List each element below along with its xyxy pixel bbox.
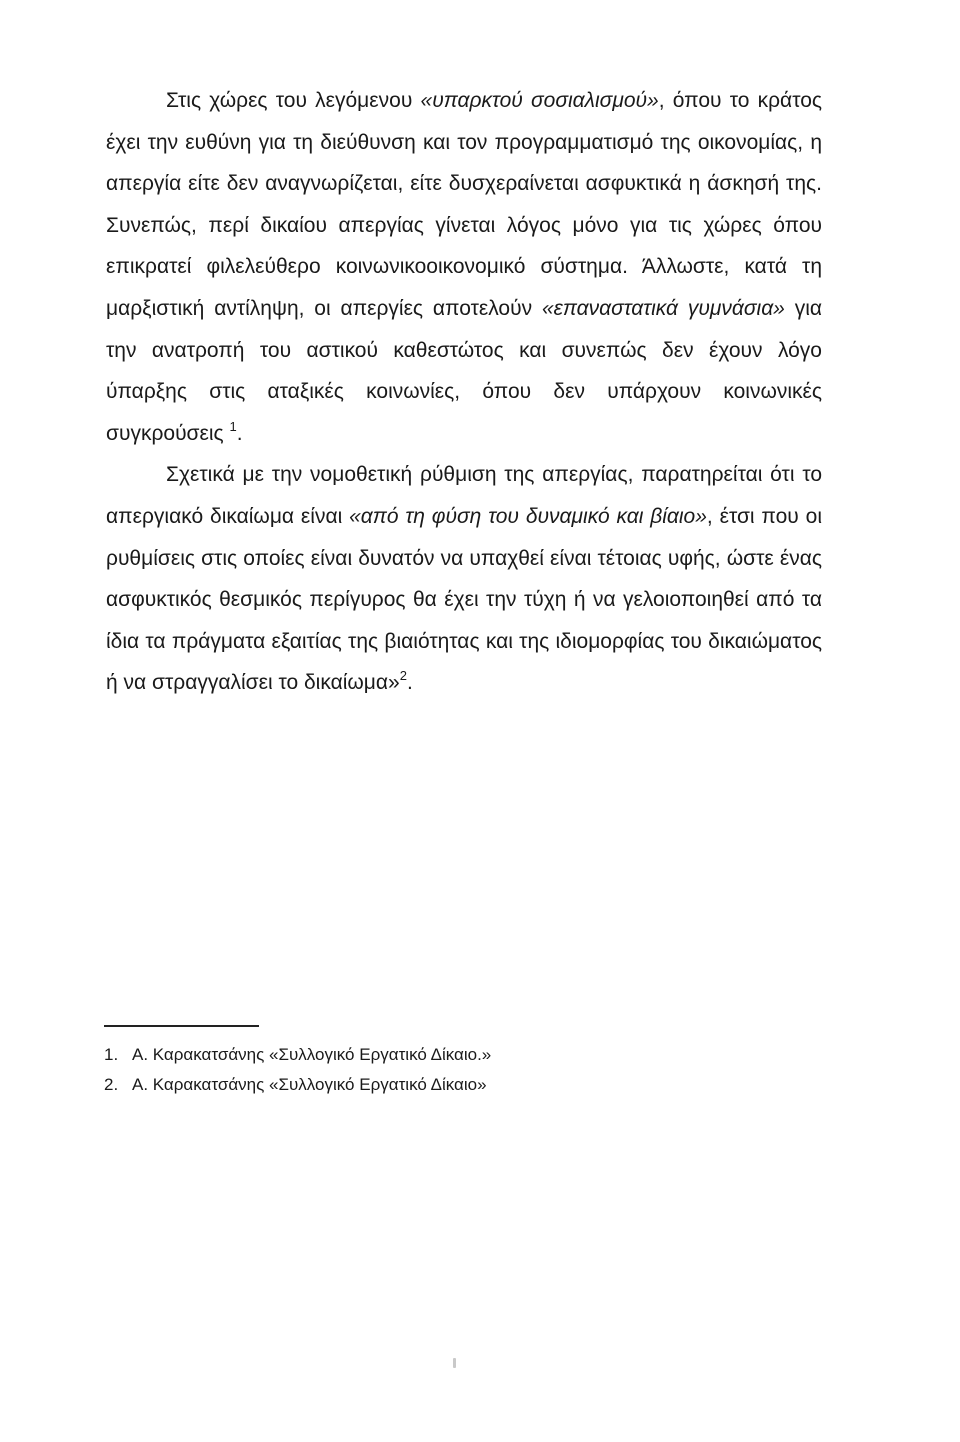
paragraph-text: για την ανατροπή του αστικού καθεστώτος και συνεπώς δεν έχουν λόγο ύπαρξης στις αταξικές κοινωνίες, όπου δεν υπάρχουν κοινωνικές συγκρούσεις	[106, 296, 822, 445]
quoted-phrase: «υπαρκτού σοσιαλισμού»	[420, 89, 659, 112]
footnote-separator	[104, 1025, 259, 1027]
paragraph-text: Σχετικά με την νομοθετική ρύθμιση της απεργίας, παρατηρείται ότι το απεργιακό δικαίωμα είναι	[106, 463, 822, 528]
footnote-text: Α. Καρακατσάνης «Συλλογικό Εργατικό Δίκαιο»	[132, 1075, 487, 1094]
footnote-number: 2.	[104, 1075, 119, 1094]
paragraph-text: .	[406, 671, 413, 695]
footnote-number: 1.	[104, 1045, 119, 1064]
scan-speck	[453, 1358, 456, 1368]
footnote-2	[104, 1070, 704, 1100]
paragraph-2	[106, 454, 822, 704]
paragraph-text: , έτσι που οι ρυθμίσεις στις οποίες είναι δυνατόν να υπαχθεί είναι τέτοιας υφής, ώστε ένας ασφυκτικός θεσμικός περίγυρος θα έχει την τύχη ή να γελοιοποιηθεί από τα ίδια τα πράγματα εξαιτίας της βιαιότητας και της ιδιομορφίας του δικαιώματος ή να στραγγαλίσει το δικαίωμα»	[106, 504, 822, 695]
paragraph-1	[106, 80, 822, 454]
paragraph-text: .	[236, 421, 243, 445]
footnotes	[104, 1040, 704, 1100]
footnote-text: Α. Καρακατσάνης «Συλλογικό Εργατικό Δίκαιο.»	[132, 1045, 492, 1064]
quoted-phrase: «επαναστατικά γυμνάσια»	[541, 296, 785, 320]
quoted-phrase: «από τη φύση του δυναμικό και βίαιο»	[349, 504, 707, 528]
body-text	[106, 80, 822, 704]
footnote-1	[104, 1040, 704, 1070]
paragraph-text: Στις χώρες του λεγόμενου	[166, 89, 421, 112]
paragraph-text: , όπου το κράτος έχει την ευθύνη για τη διεύθυνση και τον προγραμματισμό της οικονομίας, η απεργία είτε δεν αναγνωρίζεται, είτε δυσχεραίνεται ασφυκτικά η άσκησή της. Συνεπώς, περί δικαίου απεργίας γίνεται λόγος μόνο για τις χώρες όπου επικρατεί φιλελεύθερο κοινωνικοοικονομικό σύστημα. Άλλωστε, κατά τη μαρξιστική αντίληψη, οι απεργίες αποτελούν	[106, 89, 822, 320]
footnote-reference: 2	[399, 668, 407, 684]
footnote-reference: 1	[229, 418, 237, 434]
